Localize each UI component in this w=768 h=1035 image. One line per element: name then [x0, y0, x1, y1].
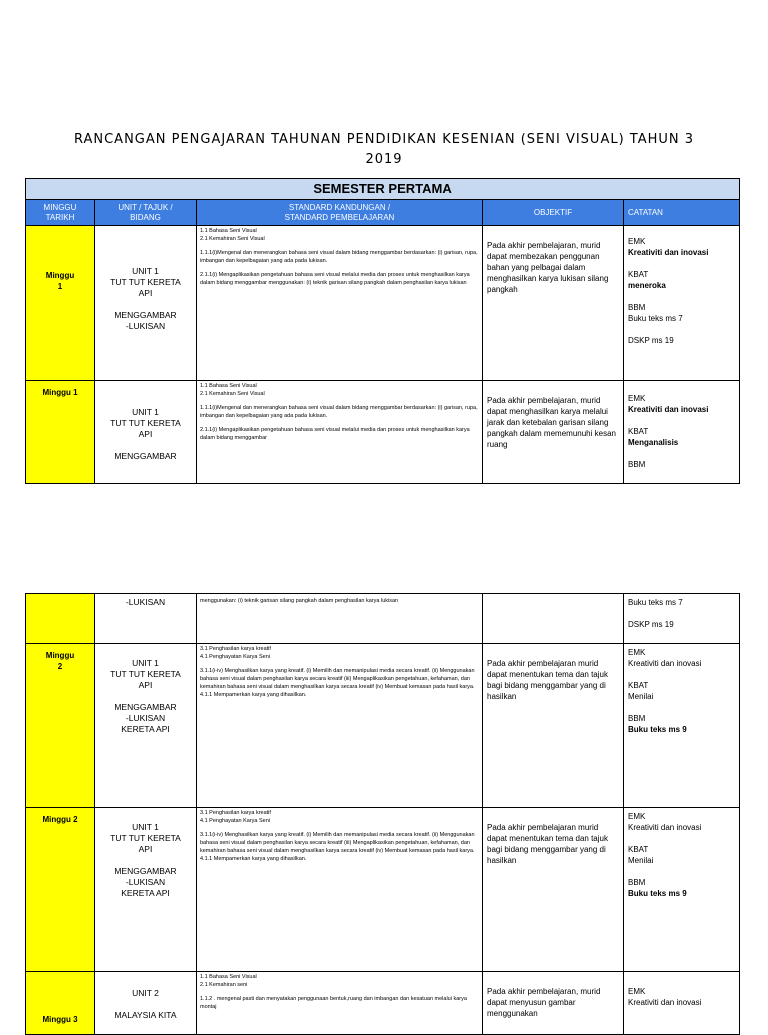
document-title-line-1: RANCANGAN PENGAJARAN TAHUNAN PENDIDIKAN KESENIAN (SENI VISUAL) TAHUN 3 [73, 132, 695, 147]
objective-cell: Pada akhir pembelajaran murid dapat menentukan tema dan tajuk bagi bidang menggambar yang di hasilkan [483, 644, 624, 808]
notes-cell: EMK Kreativiti dan inovasi KBAT Menilai BBM Buku teks ms 9 [624, 808, 740, 972]
standards-cell: 3.1 Penghasilan karya kreatif 4.1 Penghayatan Karya Seni 3.1.1(i-iv) Menghasilkan karya yang kreatif. (i) Memilih dan memanipulasi media secara kreatif. (ii) Menggunakan bahasa seni visual dalam penghasilan karya secara kreatif (iii) Mengaplikasikan pengetahuan, kefahaman, dan kemahiran bahasa seni visual dalam menghasilkan karya secara kreatif (iv) Membuat kemasan pada hasil karya. 4.1.1 Mempamerkan karya yang dihasilkan. [197, 644, 483, 808]
table-row [26, 972, 740, 1035]
standards-cell: 1.1 Bahasa Seni Visual 2.1 Kemahiran Seni Visual 1.1.1(i)Mengenal dan menerangkan bahasa seni visual dalam bidang menggambar berdasarkan: (i) garisan, rupa, imbangan dan kepelbagaian yang ada pada lukisan. 2.1.1(i) Mengaplikasikan pengetahuan bahasa seni visual melalui media dan proses untuk menghasilkan karya dalam bidang menggambar [197, 381, 483, 484]
objective-cell [483, 594, 624, 644]
document-title-line-2: 2019 [365, 152, 403, 167]
week-cell: Minggu 1 [26, 381, 95, 484]
week-cell: Minggu 2 [26, 644, 95, 808]
unit-cell: UNIT 2 MALAYSIA KITA [95, 972, 197, 1035]
unit-cell: -LUKISAN [95, 594, 197, 644]
header-catatan: CATATAN [624, 200, 740, 226]
objective-cell: Pada akhir pembelajaran, murid dapat menghasilkan karya melalui jarak dan ketebalan garisan silang pangkah dalam mememunuhi kesan ruang [483, 381, 624, 484]
table-row [26, 644, 740, 808]
notes-cell: Buku teks ms 7 DSKP ms 19 [624, 594, 740, 644]
objective-cell: Pada akhir pembelajaran, murid dapat membezakan penggunan bahan yang pelbagai dalam menghasilkan karya lukisan silang pangkah [483, 226, 624, 381]
standards-cell: 1.1 Bahasa Seni Visual 2.1 Kemahiran Seni Visual 1.1.1(i)Mengenal dan menerangkan bahasa seni visual dalam bidang menggambar berdasarkan: (i) garisan, rupa, imbangan dan kepelbagaian yang ada pada lukisan. 2.1.1(i) Mengaplikasikan pengetahuan bahasa seni visual melalui media dan proses untuk menghasilkan karya dalam bidang menggambar menggunakan: (i) teknik garisan silang pangkah dalam penghasilan karya lukisan [197, 226, 483, 381]
unit-cell: UNIT 1 TUT TUT KERETA API MENGGAMBAR -LUKISAN [95, 226, 197, 381]
unit-cell: UNIT 1 TUT TUT KERETA API MENGGAMBAR -LUKISAN KERETA API [95, 644, 197, 808]
table-row [26, 808, 740, 972]
table-row [26, 594, 740, 644]
lesson-plan-table-page-2 [25, 593, 740, 1035]
unit-cell: UNIT 1 TUT TUT KERETA API MENGGAMBAR -LUKISAN KERETA API [95, 808, 197, 972]
table-row [26, 226, 740, 381]
unit-cell: UNIT 1 TUT TUT KERETA API MENGGAMBAR [95, 381, 197, 484]
objective-cell: Pada akhir pembelajaran murid dapat menentukan tema dan tajuk bagi bidang menggambar yang di hasilkan [483, 808, 624, 972]
column-headers [26, 200, 740, 226]
week-cell: Minggu 1 [26, 226, 95, 381]
notes-cell: EMK Kreativiti dan inovasi KBAT meneroka BBM Buku teks ms 7 DSKP ms 19 [624, 226, 740, 381]
standards-cell: 3.1 Penghasilan karya kreatif 4.1 Penghayatan Karya Seni 3.1.1(i-iv) Menghasilkan karya yang kreatif. (i) Memilih dan memanipulasi media secara kreatif. (ii) Menggunakan bahasa seni visual dalam penghasilan karya secara kreatif (iii) Mengaplikasikan pengetahuan, kefahaman, dan kemahiran bahasa seni visual dalam menghasilkan karya secara kreatif (iv) Membuat kemasan pada hasil karya. 4.1.1 Mempamerkan karya yang dihasilkan. [197, 808, 483, 972]
standards-cell: menggunakan: (i) teknik garisan silang pangkah dalam penghasilan karya lukisan [197, 594, 483, 644]
document-title [40, 130, 728, 170]
semester-heading: SEMESTER PERTAMA [26, 179, 740, 200]
notes-cell: EMK Kreativiti dan inovasi KBAT Menilai BBM Buku teks ms 9 [624, 644, 740, 808]
notes-cell: EMK Kreativiti dan inovasi KBAT Menganalisis BBM [624, 381, 740, 484]
week-cell: Minggu 3 [26, 972, 95, 1035]
notes-cell: EMK Kreativiti dan inovasi [624, 972, 740, 1035]
week-cell: Minggu 2 [26, 808, 95, 972]
header-unit-bidang: UNIT / TAJUK / BIDANG [95, 200, 197, 226]
objective-cell: Pada akhir pembelajaran, murid dapat menyusun gambar menggunakan [483, 972, 624, 1035]
standards-cell: 1.1 Bahasa Seni Visual 2.1 Kemahiran seni 1.1.2 . mengenal pasti dan menyatakan penggunaan bentuk,ruang dan imbangan dan kesatuan melalui karya montaj [197, 972, 483, 1035]
header-minggu-tarikh: MINGGU TARIKH [26, 200, 95, 226]
header-objektif: OBJEKTIF [483, 200, 624, 226]
week-cell [26, 594, 95, 644]
table-row [26, 381, 740, 484]
header-standard: STANDARD KANDUNGAN / STANDARD PEMBELAJARAN [197, 200, 483, 226]
lesson-plan-table-page-1 [25, 178, 740, 484]
